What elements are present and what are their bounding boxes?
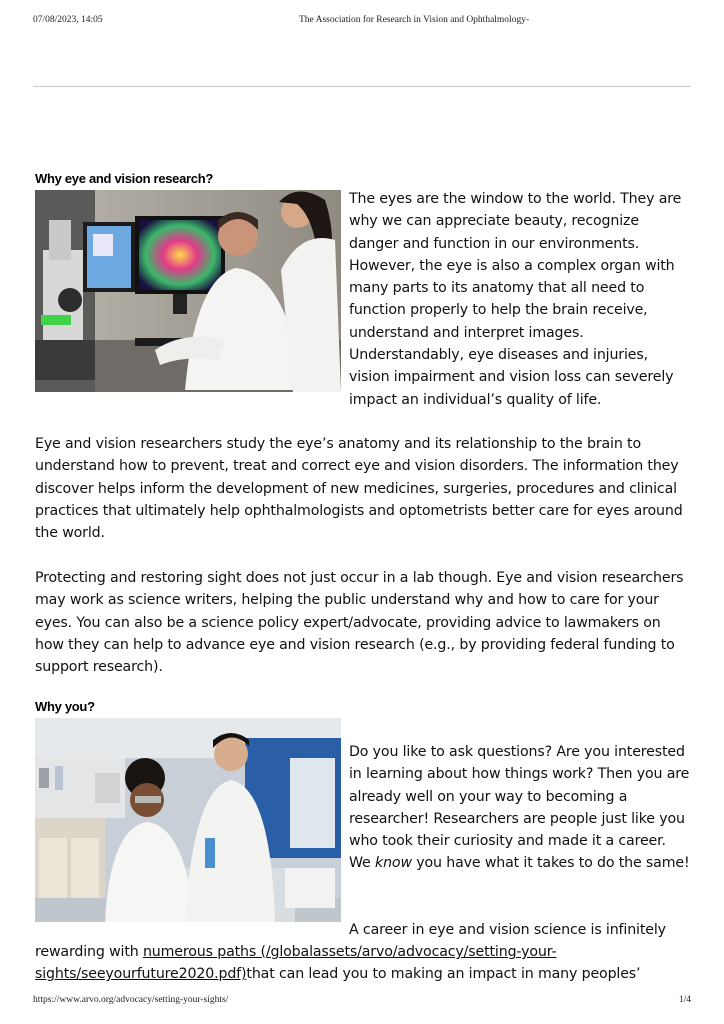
career-paragraph-continued	[35, 941, 691, 986]
career-text-after-link: that can lead you to making an impact in many peoples’	[246, 966, 641, 983]
career-text-before-link: rewarding with	[35, 944, 143, 960]
section-heading-why-you: Why you?	[35, 699, 95, 714]
print-page-number: 1/4	[678, 995, 691, 1005]
print-site-title: The Association for Research in Vision and Ophthalmology-	[299, 15, 530, 25]
numerous-paths-link[interactable]: numerous paths (/globalassets/arvo/advocacy/setting-your-sights/seeyourfuture2020.pdf)	[35, 944, 557, 983]
section1-side-paragraph: The eyes are the window to the world. They are why we can appreciate beauty, recognize danger and function in our environments. However, the eye is also a complex organ with many parts to its anatomy that all need to function properly to help the brain receive, understand and interpret images. Understandably, eye diseases and injuries, vision impairment and vision loss can severely impact an individual’s quality of life.	[349, 191, 682, 408]
emphasis-know: know	[375, 855, 412, 872]
print-page-url: https://www.arvo.org/advocacy/setting-your-sights/	[33, 995, 229, 1005]
section1-paragraph-3: Protecting and restoring sight does not just occur in a lab though. Eye and vision researchers may work as science writers, helping the public understand why and how to care for your eyes. You can also be a science policy expert/advocate, providing advice to lawmakers on how they can help to advance eye and vision research (e.g., by providing federal funding to support research).	[35, 570, 684, 676]
why-you-text-before: Do you like to ask questions? Are you interested in learning about how things work? Then you are already well on your way to becoming a researcher! Researchers are people just like you who took their curiosity and made it a career. We	[349, 744, 690, 872]
why-you-text-after: you have what it takes to do the same!	[411, 855, 690, 872]
lab-microscope-photo	[35, 190, 341, 392]
print-datetime: 07/08/2023, 14:05	[33, 15, 103, 25]
header-divider	[33, 86, 691, 87]
career-paragraph-first-line: A career in eye and vision science is infinitely	[349, 922, 666, 938]
section1-paragraph-2: Eye and vision researchers study the eye’s anatomy and its relationship to the brain to understand how to prevent, treat and correct eye and vision disorders. The information they discover helps inform the development of new medicines, surgeries, procedures and clinical practices that ultimately help ophthalmologists and optometrists better care for eyes around the world.	[35, 436, 683, 542]
section2-side-paragraph	[349, 741, 691, 875]
section-heading-why-research: Why eye and vision research?	[35, 171, 214, 186]
students-lab-photo	[35, 718, 341, 922]
